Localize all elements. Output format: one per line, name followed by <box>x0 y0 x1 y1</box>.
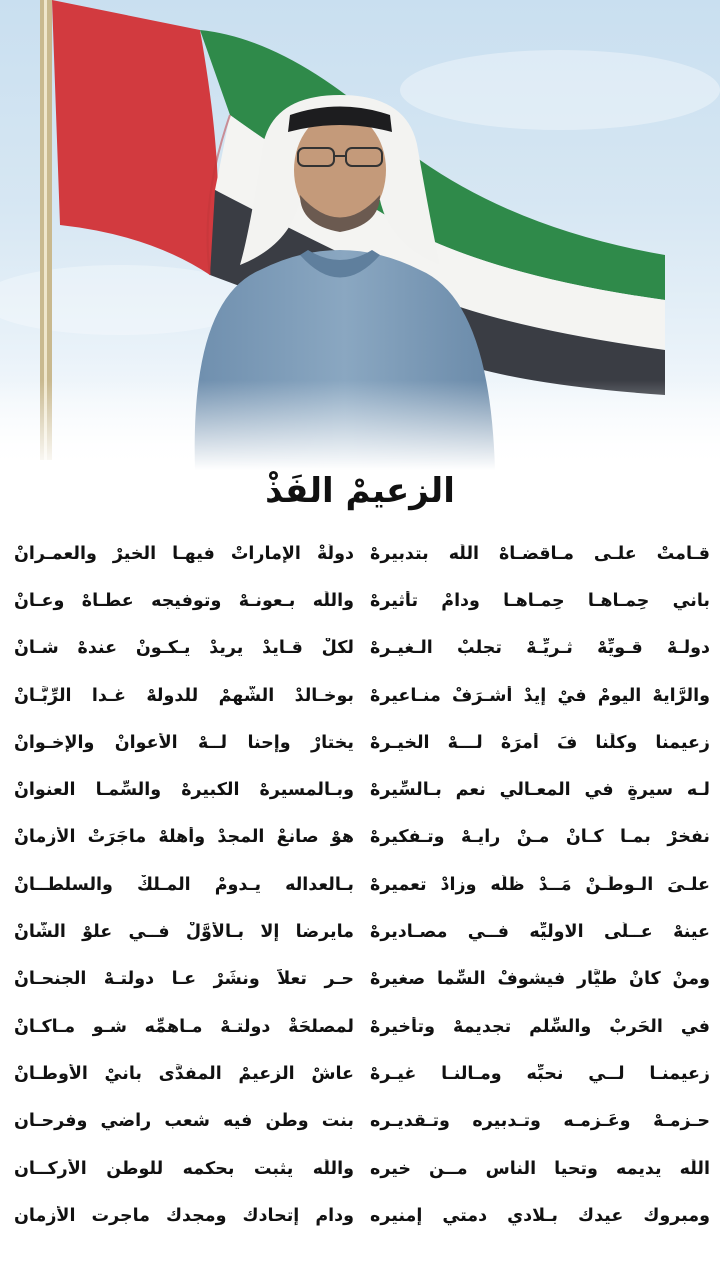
verse-row <box>14 861 710 908</box>
verse-first-half: باني حِمـاهـا حِمـاهـا ودامْ تأثيرهْ <box>370 590 710 611</box>
verse-second-half: واللّٰه بـعونـهْ وتوفيجه عطـاهْ وعـانْ <box>14 590 354 611</box>
verse-row <box>14 1003 710 1050</box>
verse-second-half: لكلْ قـايدْ يريدْ يـكـونْ عندهْ شـانْ <box>14 638 354 659</box>
verse-first-half: زعيمنا وكلّْنا فَ أمرَهْ لـــهْ الخيـرهْ <box>370 732 710 753</box>
verse-first-half: ومنْ كانْ طيَّار فيشوفْ السِّما صغيرهْ <box>370 969 710 990</box>
verse-first-half: عينهْ عــلَى الاوليِّه فــي مصـاديرهْ <box>370 922 710 943</box>
verse-row <box>14 1050 710 1097</box>
verse-second-half: بوخـالدْ الشَّهمْ للدولهْ غـدا الرِّبَّـانْ <box>14 685 354 706</box>
verse-first-half: زعيمنـا لــي نحبِّه ومـالنـا غيـرهْ <box>370 1063 710 1084</box>
verse-second-half: واللّٰه يثبت بحكمه للوطن الأركــان <box>14 1158 354 1179</box>
poem-title: الزعيمْ الفَذْ <box>265 471 455 511</box>
verse-row <box>14 625 710 672</box>
verse-first-half: والرَّايهْ اليومْ فيْ إيدْ أشـرَفْ منـاعيرهْ <box>370 685 710 706</box>
verse-row <box>14 766 710 813</box>
verse-row <box>14 1192 710 1239</box>
verse-second-half: هوْ صانعْ المجدْ وأهلهْ ماجَرَتْ الأزمانْ <box>14 827 354 848</box>
verse-second-half: يختارْ وإحنا لــهْ الأعوانْ والإخـوانْ <box>14 732 354 753</box>
verse-row <box>14 530 710 577</box>
verse-second-half: ودام إتحادك ومجدك ماجرت الأزمان <box>14 1205 354 1226</box>
verse-first-half: دولـهْ قـويِّهْ ثـريِّـهْ تجلبْ الـغيـرهْ <box>370 638 710 659</box>
verse-second-half: بنت وطن فيه شعب راضي وفرحـان <box>14 1111 354 1132</box>
verse-row <box>14 1098 710 1145</box>
poem-body <box>14 530 710 1239</box>
verse-second-half: دولَةْ الإماراتْ فيهـا الخيرْ والعمـرانْ <box>14 543 354 564</box>
verse-second-half: بـالعداله يـدومْ المـلكْ والسلطــانْ <box>14 874 354 895</box>
hero-banner <box>0 0 720 470</box>
verse-second-half: حـر تعلاً ونشَرْ عـا دولتـهْ الجنحـانْ <box>14 969 354 990</box>
verse-first-half: لـه سيرةٍ في المعـالي نعم بـالسِّيرهْ <box>370 780 710 801</box>
verse-first-half: ومبروك عيدك بـلادي دمتي إمنيره <box>370 1205 710 1226</box>
verse-first-half: اللّٰه يديمه وتحيا الناس مــن خيره <box>370 1158 710 1179</box>
verse-first-half: حـزمـهْ وعَـزمـه وتـدبيره وتـقديـره <box>370 1111 710 1132</box>
verse-first-half: علـىَ الـوطَـنْ مَــدْ ظلِّه وزادْ تعميرهْ <box>370 874 710 895</box>
verse-row <box>14 672 710 719</box>
verse-second-half: عاشْ الزعيمْ المفدَّى بانيْ الأوطـانْ <box>14 1063 354 1084</box>
verse-row <box>14 719 710 766</box>
verse-second-half: مايرضا إلا بـالأوَّلْ فــي علوْ الشَّانْ <box>14 922 354 943</box>
verse-first-half: نفخرْ بمـا كـانْ مـنْ رايـهْ وتـفكيرهْ <box>370 827 710 848</box>
verse-row <box>14 908 710 955</box>
verse-second-half: لمصلحَةْ دولتـهْ مـاهمِّه شـو مـاكـانْ <box>14 1016 354 1037</box>
verse-row <box>14 814 710 861</box>
hero-illustration <box>0 0 720 470</box>
verse-second-half: وبـالمسيرهْ الكبيرهْ والسِّمـا العنوانْ <box>14 780 354 801</box>
verse-first-half: في الحَربْ والسِّلم تجديمهْ وتأخيرهْ <box>370 1016 710 1037</box>
verse-row <box>14 956 710 1003</box>
verse-row <box>14 577 710 624</box>
verse-first-half: قـامتْ علـى مـاقضـاهْ اللّٰه بتدبيرهْ <box>370 543 710 564</box>
verse-row <box>14 1145 710 1192</box>
